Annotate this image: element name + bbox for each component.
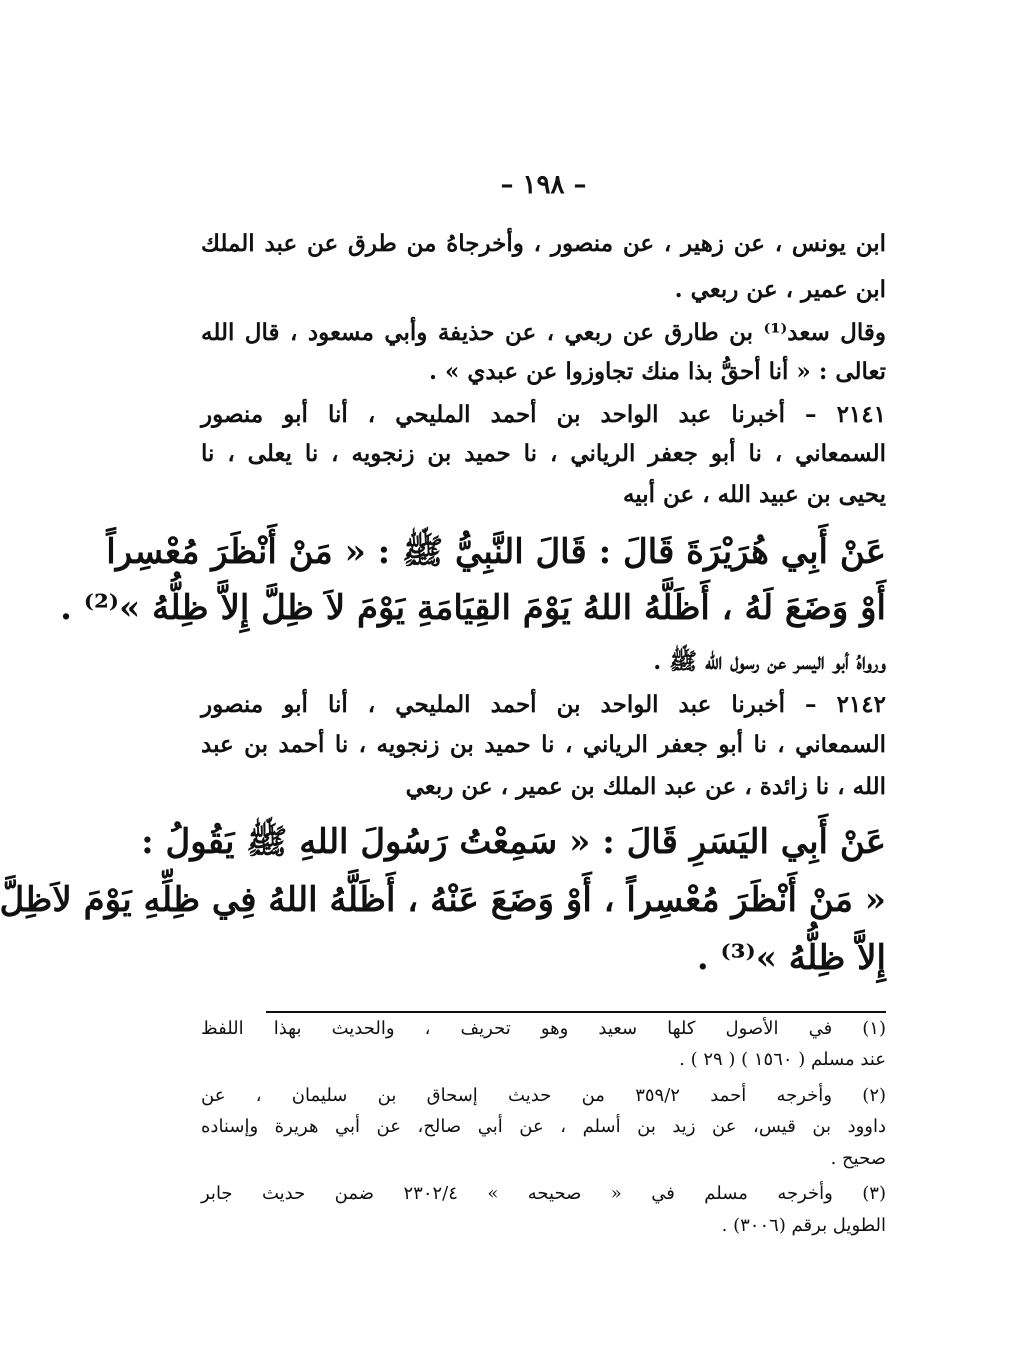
footnote-line: الطويل برقم (٣٠٠٦) .	[721, 1215, 886, 1236]
hadith-2142-chain-line: ٢١٤٢ – أخبرنا عبد الواحد بن أحمد المليحي ، أنا أبو منصور	[201, 691, 886, 718]
hadith-2142-chain-line: السمعاني ، نا أبو جعفر الرياني ، نا حميد بن زنجويه ، نا أحمد بن عبد	[201, 731, 886, 758]
footnote-line: صحيح .	[830, 1148, 886, 1169]
hadith-2141-chain-line: السمعاني ، نا أبو جعفر الرياني ، نا حميد بن زنجويه ، نا يعلى ، نا	[201, 440, 886, 467]
text-line: تعالى : « أنا أحقُّ بذا منك تجاوزوا عن عبدي » .	[428, 358, 886, 385]
page-number: – ١٩٨ –	[500, 170, 587, 200]
footnote-line: داوود بن قيس، عن زيد بن أسلم ، عن أبي صالح، عن أبي هريرة وإسناده	[201, 1116, 886, 1137]
text-line: ابن يونس ، عن زهير ، عن منصور ، وأخرجاهُ من طرق عن عبد الملك	[201, 230, 886, 257]
hadith-text-line: عَنْ أَبِي اليَسَرِ قَالَ : « سَمِعْتُ رَسُولَ اللهِ ﷺ يَقُولُ :	[141, 822, 886, 862]
footnote-divider	[266, 1011, 886, 1013]
hadith-text-line: إِلاَّ ظِلُّهُ »⁽³⁾ .	[696, 938, 886, 978]
footnote-line: (٢) وأخرجه أحمد ٣٥٩/٢ من حديث إسحاق بن سليمان ، عن	[201, 1085, 887, 1106]
hadith-2142-chain-line: الله ، نا زائدة ، عن عبد الملك بن عمير ، عن ربعي	[405, 773, 886, 800]
text-line: وقال سعد⁽¹⁾ بن طارق عن ربعي ، عن حذيفة وأبي مسعود ، قال الله	[201, 319, 886, 346]
hadith-2141-chain-line: ٢١٤١ – أخبرنا عبد الواحد بن أحمد المليحي ، أنا أبو منصور	[201, 401, 886, 428]
footnote-line: (٣) وأخرجه مسلم في « صحيحه » ٢٣٠٢/٤ ضمن حديث جابر	[201, 1183, 886, 1204]
hadith-text-line: أَوْ وَضَعَ لَهُ ، أَظَلَّهُ اللهُ يَوْمَ القِيَامَةِ يَوْمَ لاَ ظِلَّ إِلاَّ ظِلُّهُ »⁽²⁾ .	[60, 588, 886, 628]
hadith-text-line: عَنْ أَبِي هُرَيْرَةَ قَالَ : قَالَ النَّبِيُّ ﷺ : « مَنْ أَنْظَرَ مُعْسِراً	[106, 532, 886, 572]
text-line: ابن عمير ، عن ربعي .	[674, 276, 886, 303]
footnote-line: (١) في الأصول كلها سعيد وهو تحريف ، والحديث بهذا اللفظ	[201, 1018, 886, 1039]
footnote-line: عند مسلم ( ١٥٦٠ ) ( ٢٩ ) .	[679, 1049, 886, 1070]
hadith-2141-chain-line: يحيى بن عبيد الله ، عن أبيه	[622, 481, 886, 508]
narration-note: ورواهُ أبو اليسر عن رسول الله ﷺ .	[653, 648, 886, 675]
hadith-text-line: « مَنْ أَنْظَرَ مُعْسِراً ، أَوْ وَضَعَ عَنْهُ ، أَظَلَّهُ اللهُ فِي ظِلِّهِ يَوْمَ لاَظِلَّ	[0, 880, 886, 920]
